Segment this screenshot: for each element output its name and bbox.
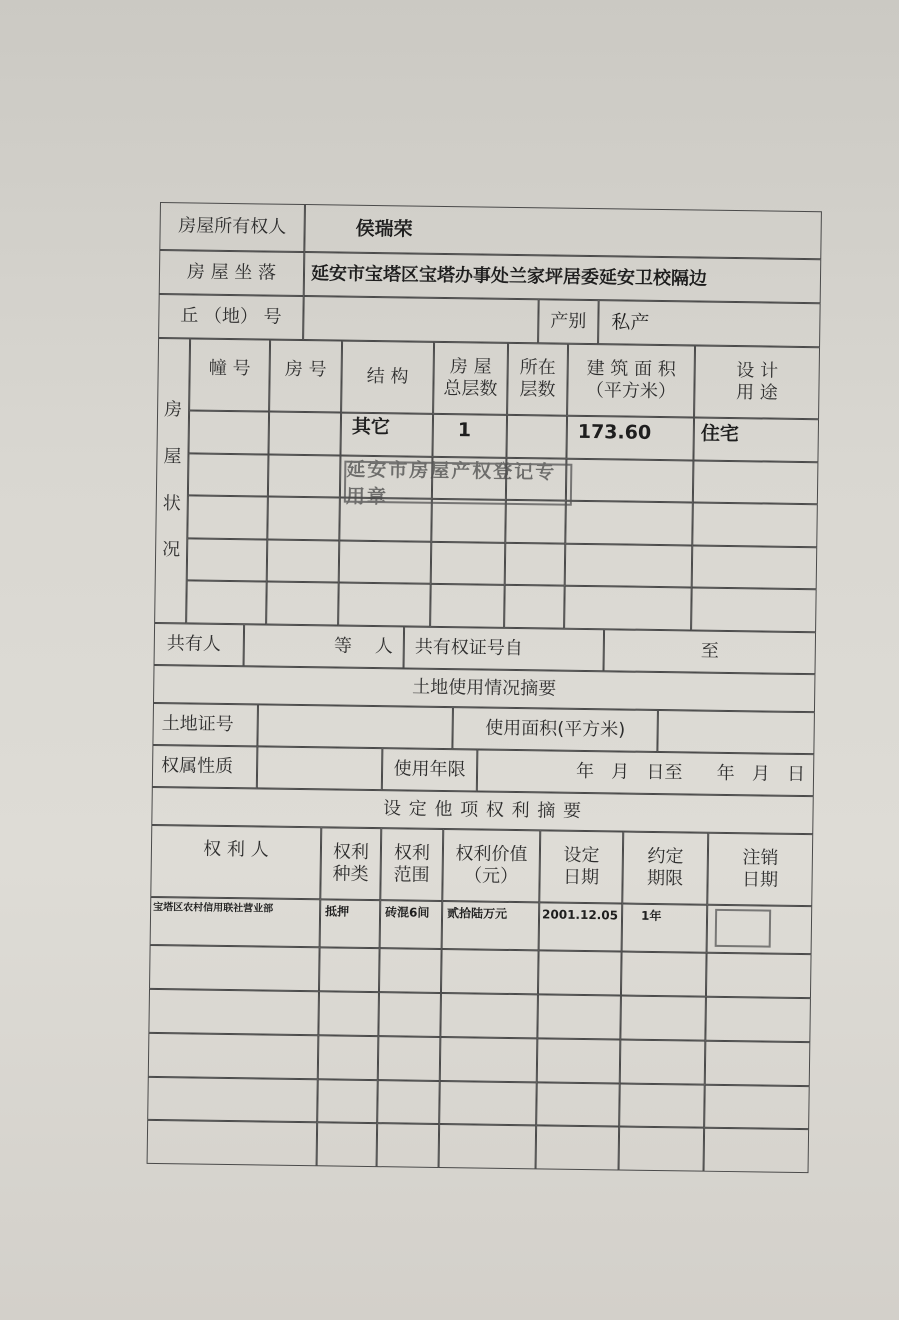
table-cell bbox=[441, 949, 539, 994]
table-cell bbox=[268, 455, 341, 498]
co-owner-label: 共有人 bbox=[154, 623, 245, 666]
term-label: 使用年限 bbox=[382, 748, 478, 791]
header-area: 建 筑 面 积 （平方米） bbox=[567, 344, 695, 418]
header-total-floors: 房 屋 总层数 bbox=[433, 342, 508, 415]
table-cell bbox=[378, 992, 441, 1037]
table-cell bbox=[704, 1128, 810, 1173]
registration-stamp: 延安市房屋产权登记专用章 bbox=[344, 461, 573, 506]
table-cell bbox=[147, 1077, 318, 1122]
location-value: 延安市宝塔区宝塔办事处兰家坪居委延安卫校隔边 bbox=[304, 252, 822, 303]
plot-label: 丘 （地） 号 bbox=[158, 294, 304, 340]
table-cell bbox=[187, 538, 268, 581]
table-cell bbox=[267, 540, 340, 583]
rights-header-value: 权利价值 （元） bbox=[442, 829, 540, 902]
table-cell bbox=[149, 945, 320, 991]
rights-cell-value: 贰拾陆万元 bbox=[442, 901, 540, 950]
cell-area: 173.60 bbox=[566, 416, 694, 461]
cancellation-stamp bbox=[715, 909, 772, 948]
header-usage: 设 计 用 途 bbox=[694, 345, 820, 419]
table-cell bbox=[566, 459, 694, 503]
table-cell bbox=[318, 991, 379, 1036]
ownership-nature-value bbox=[257, 746, 383, 790]
table-cell bbox=[691, 587, 817, 632]
table-cell bbox=[619, 1084, 705, 1128]
land-cert-label: 土地证号 bbox=[152, 703, 258, 746]
rights-cell-term: 1年 bbox=[622, 904, 708, 953]
table-cell bbox=[319, 947, 380, 992]
rights-header-set-date: 设定 日期 bbox=[539, 830, 623, 903]
table-cell bbox=[536, 1125, 620, 1170]
table-cell bbox=[148, 989, 319, 1035]
table-cell bbox=[317, 1122, 378, 1167]
co-owner-count-label: 等 人 bbox=[244, 624, 405, 668]
table-cell bbox=[266, 582, 339, 626]
table-cell bbox=[704, 1085, 810, 1129]
table-cell bbox=[430, 584, 505, 628]
header-floor: 所在 层数 bbox=[507, 343, 568, 416]
table-cell bbox=[318, 1035, 379, 1080]
table-cell bbox=[187, 495, 268, 539]
table-cell bbox=[537, 994, 621, 1039]
table-cell bbox=[147, 1120, 318, 1166]
cell-room-no bbox=[268, 412, 341, 456]
table-cell bbox=[267, 497, 340, 541]
co-owner-cert-to: 至 bbox=[603, 629, 816, 674]
owner-value: 侯瑞荣 bbox=[304, 204, 822, 259]
rights-cell-scope: 砖混6间 bbox=[380, 900, 443, 949]
co-owner-cert-label: 共有权证号自 bbox=[404, 626, 605, 671]
table-cell bbox=[619, 1127, 705, 1172]
table-cell bbox=[565, 544, 693, 588]
table-cell bbox=[565, 501, 693, 546]
land-area-label: 使用面积(平方米) bbox=[452, 707, 658, 752]
cell-usage: 住宅 bbox=[693, 417, 819, 462]
header-structure: 结 构 bbox=[341, 341, 434, 414]
table-cell bbox=[505, 543, 566, 586]
table-cell bbox=[377, 1123, 440, 1168]
table-cell bbox=[706, 953, 812, 998]
table-cell bbox=[148, 1033, 319, 1079]
rights-header-cancel-date: 注销 日期 bbox=[707, 833, 813, 906]
table-cell bbox=[537, 1038, 621, 1083]
owner-label: 房屋所有权人 bbox=[159, 202, 305, 252]
table-cell bbox=[705, 1041, 811, 1086]
cell-total-floors: 1 bbox=[432, 414, 507, 458]
cell-structure: 其它 bbox=[340, 413, 433, 457]
rights-cell-holder: 宝塔区农村信用联社营业部 bbox=[150, 897, 321, 947]
land-cert-value bbox=[257, 704, 453, 749]
table-cell bbox=[317, 1079, 378, 1123]
table-cell bbox=[377, 1080, 440, 1124]
table-cell bbox=[440, 993, 538, 1038]
table-cell bbox=[621, 952, 707, 997]
table-cell bbox=[439, 1124, 537, 1169]
rights-cell-type: 抵押 bbox=[320, 899, 381, 948]
table-cell bbox=[620, 1040, 706, 1085]
table-cell bbox=[378, 1036, 441, 1081]
table-cell bbox=[439, 1081, 537, 1125]
table-cell bbox=[564, 586, 692, 631]
land-section-title: 土地使用情况摘要 bbox=[153, 665, 815, 712]
table-cell bbox=[538, 950, 622, 995]
cell-floor bbox=[506, 415, 567, 459]
cell-building-no bbox=[188, 410, 269, 454]
property-type-label: 产别 bbox=[538, 299, 599, 344]
rights-header-term: 约定 期限 bbox=[622, 832, 708, 905]
table-cell bbox=[379, 948, 442, 993]
table-cell bbox=[693, 460, 819, 504]
house-ownership-form bbox=[147, 202, 822, 1173]
table-cell bbox=[186, 580, 267, 624]
table-cell bbox=[338, 583, 431, 627]
rights-header-type: 权利 种类 bbox=[320, 827, 381, 900]
table-cell bbox=[339, 541, 432, 584]
plot-value bbox=[303, 296, 539, 343]
rights-cell-set-date: 2001.12.05 bbox=[539, 902, 623, 951]
table-cell bbox=[620, 996, 706, 1041]
house-status-label: 房 屋 状 况 bbox=[154, 338, 190, 623]
table-cell bbox=[431, 542, 506, 585]
ownership-nature-label: 权属性质 bbox=[152, 745, 258, 788]
table-cell bbox=[188, 453, 269, 496]
header-building-no: 幢 号 bbox=[189, 338, 270, 411]
property-type-value: 私产 bbox=[598, 300, 821, 347]
header-room-no: 房 号 bbox=[269, 340, 342, 413]
rights-section-title: 设 定 他 项 权 利 摘 要 bbox=[151, 787, 813, 834]
location-label: 房 屋 坐 落 bbox=[159, 250, 305, 296]
table-cell bbox=[536, 1082, 620, 1126]
land-area-value bbox=[657, 710, 815, 754]
term-value: 年 月 日至 年 月 日 bbox=[477, 749, 815, 796]
rights-header-scope: 权利 范围 bbox=[380, 828, 443, 901]
table-cell bbox=[504, 585, 565, 629]
table-cell bbox=[692, 545, 818, 589]
table-cell bbox=[692, 502, 818, 547]
table-cell bbox=[705, 997, 811, 1042]
rights-header-holder: 权 利 人 bbox=[150, 825, 321, 899]
table-cell bbox=[440, 1037, 538, 1082]
